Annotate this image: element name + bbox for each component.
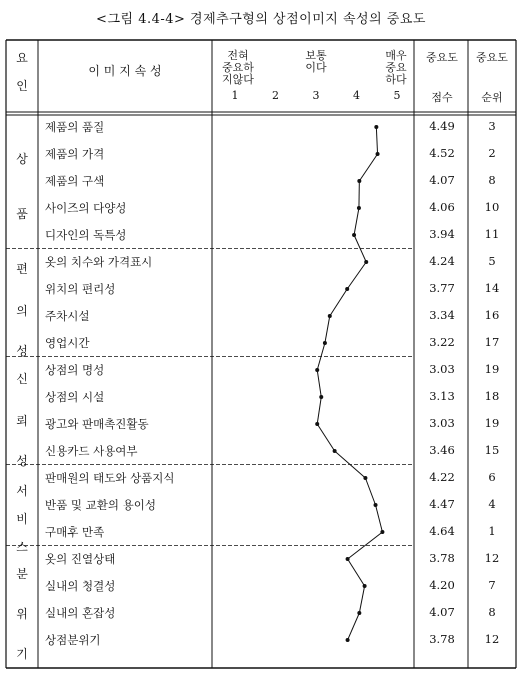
series-segment xyxy=(354,208,359,235)
series-segment xyxy=(348,532,383,559)
table-row-attribute: 주차시설 xyxy=(45,309,90,323)
group-atmosphere-char-1: 분 xyxy=(16,567,28,581)
table-row-score: 3.78 xyxy=(429,632,455,646)
scale-5-line-3: 하다 xyxy=(385,73,407,86)
table-row-rank: 8 xyxy=(488,173,496,187)
group-convenience-char-2: 의 xyxy=(16,304,28,318)
table-row-score: 4.07 xyxy=(429,605,455,619)
data-point xyxy=(345,287,349,291)
series-segment xyxy=(317,424,334,451)
data-point xyxy=(346,557,350,561)
group-product-char-1: 상 xyxy=(16,152,28,166)
table-row-rank: 19 xyxy=(484,416,500,430)
data-point xyxy=(374,503,378,507)
table-row-attribute: 상점분위기 xyxy=(45,633,101,647)
header-rank-top: 중요도 xyxy=(476,51,508,64)
table-row-attribute: 상점의 시설 xyxy=(45,390,105,404)
table-row-attribute: 실내의 청결성 xyxy=(45,579,116,593)
scale-5-line-2: 중요 xyxy=(385,61,407,74)
series-segment xyxy=(317,370,321,397)
group-trust-char-2: 뢰 xyxy=(16,414,28,428)
data-point xyxy=(333,449,337,453)
header-category-1: 요 xyxy=(16,51,28,65)
table-row-rank: 4 xyxy=(488,497,496,511)
group-convenience-char-1: 편 xyxy=(16,262,28,276)
series-segment xyxy=(359,586,364,613)
header-category-2: 인 xyxy=(16,79,28,93)
data-point xyxy=(357,206,361,210)
data-point xyxy=(363,476,367,480)
series-segment xyxy=(317,397,321,424)
series-segment xyxy=(365,478,375,505)
data-point xyxy=(376,152,380,156)
table-row-attribute: 제품의 품질 xyxy=(45,120,105,134)
data-point xyxy=(328,314,332,318)
table-row-score: 3.03 xyxy=(429,416,455,430)
table-row-rank: 11 xyxy=(484,227,500,241)
table-row-score: 3.13 xyxy=(429,389,455,403)
table-row-rank: 3 xyxy=(488,119,496,133)
table-row-attribute: 구매후 만족 xyxy=(45,525,105,539)
scale-1-line-2: 중요하 xyxy=(222,61,254,74)
table-row-attribute: 제품의 구색 xyxy=(45,174,105,188)
data-point xyxy=(357,611,361,615)
table-row-attribute: 디자인의 독특성 xyxy=(45,228,127,242)
table-row-attribute: 신용카드 사용여부 xyxy=(45,444,138,458)
table-row-rank: 1 xyxy=(488,524,496,538)
header-rank-bottom: 순위 xyxy=(481,91,503,104)
table-row-score: 4.47 xyxy=(429,497,455,511)
table-row-score: 3.46 xyxy=(429,443,455,457)
group-trust-char-3: 성 xyxy=(16,454,28,468)
table-row-rank: 6 xyxy=(488,470,496,484)
table-row-score: 3.03 xyxy=(429,362,455,376)
data-point xyxy=(315,422,319,426)
group-convenience-char-3: 성 xyxy=(16,344,28,358)
figure-title: <그림 4.4-4> 경제추구형의 상점이미지 속성의 중요도 xyxy=(96,12,426,27)
group-service-char-1: 서 xyxy=(16,484,28,498)
scale-tick-label: 3 xyxy=(312,89,320,102)
table-row-score: 4.52 xyxy=(429,146,455,160)
table-row-attribute: 실내의 혼잡성 xyxy=(45,606,116,620)
series-segment xyxy=(348,613,360,640)
group-atmosphere-char-2: 위 xyxy=(16,607,28,621)
table-row-rank: 2 xyxy=(488,146,496,160)
scale-5-line-1: 매우 xyxy=(385,49,407,62)
table-row-score: 4.64 xyxy=(429,524,455,538)
header-attribute: 이 미 지 속 성 xyxy=(88,64,162,78)
series-segment xyxy=(325,316,330,343)
group-service-char-2: 비 xyxy=(16,512,28,526)
series-segment xyxy=(330,289,347,316)
table-row-rank: 19 xyxy=(484,362,500,376)
table-row-rank: 15 xyxy=(484,443,500,457)
scale-3-line-2: 이다 xyxy=(305,61,327,74)
series-segment xyxy=(348,559,365,586)
scale-1-line-3: 지않다 xyxy=(222,73,254,86)
series-segment xyxy=(347,262,366,289)
data-point xyxy=(363,584,367,588)
scale-tick-label: 1 xyxy=(231,89,239,102)
table-row-rank: 12 xyxy=(484,551,500,565)
table-row-score: 4.49 xyxy=(429,119,455,133)
table-row-rank: 5 xyxy=(488,254,496,268)
data-point xyxy=(352,233,356,237)
scale-3-line-1: 보통 xyxy=(305,49,327,62)
data-point xyxy=(364,260,368,264)
data-point xyxy=(319,395,323,399)
table-row-score: 4.20 xyxy=(429,578,455,592)
data-point xyxy=(357,179,361,183)
data-point xyxy=(374,125,378,129)
table-row-score: 4.07 xyxy=(429,173,455,187)
table-row-attribute: 영업시간 xyxy=(45,336,90,350)
table-row-rank: 14 xyxy=(484,281,500,295)
table-row-attribute: 위치의 편리성 xyxy=(45,282,116,296)
table-row-score: 3.22 xyxy=(429,335,455,349)
table-row-score: 3.94 xyxy=(429,227,455,241)
group-atmosphere-char-3: 기 xyxy=(16,647,28,661)
table-row-score: 4.06 xyxy=(429,200,455,214)
table-row-attribute: 제품의 가격 xyxy=(45,147,105,161)
table-row-rank: 16 xyxy=(484,308,500,322)
group-trust-char-1: 신 xyxy=(16,372,28,386)
table-row-attribute: 사이즈의 다양성 xyxy=(45,201,127,215)
scale-tick-label: 4 xyxy=(353,89,360,102)
table-row-score: 3.77 xyxy=(429,281,455,295)
table-row-score: 3.78 xyxy=(429,551,455,565)
data-point xyxy=(315,368,319,372)
scale-1-line-1: 전혀 xyxy=(227,49,249,62)
series-segment xyxy=(376,505,383,532)
series-segment xyxy=(359,154,377,181)
table-row-rank: 10 xyxy=(484,200,500,214)
data-point xyxy=(346,638,350,642)
header-score-top: 중요도 xyxy=(426,51,458,64)
table-row-rank: 8 xyxy=(488,605,496,619)
table-row-rank: 18 xyxy=(484,389,500,403)
series-segment xyxy=(376,127,377,154)
table-row-attribute: 반품 및 교환의 용이성 xyxy=(45,498,156,512)
data-point xyxy=(323,341,327,345)
group-product-char-2: 품 xyxy=(16,207,28,221)
scale-tick-label: 5 xyxy=(393,89,401,102)
table-row-rank: 7 xyxy=(488,578,496,592)
table-row-score: 4.24 xyxy=(429,254,455,268)
data-point xyxy=(380,530,384,534)
header-score-bottom: 점수 xyxy=(431,91,453,104)
table-row-attribute: 옷의 치수와 가격표시 xyxy=(45,255,153,269)
group-service-char-3: 스 xyxy=(16,540,28,554)
table-row-attribute: 판매원의 태도와 상품지식 xyxy=(45,471,175,485)
table-row-score: 3.34 xyxy=(429,308,455,322)
table-row-score: 4.22 xyxy=(429,470,455,484)
table-row-attribute: 옷의 진열상태 xyxy=(45,552,116,566)
table-row-attribute: 상점의 명성 xyxy=(45,363,105,377)
scale-tick-label: 2 xyxy=(272,89,279,102)
table-row-attribute: 광고와 판매촉진활동 xyxy=(45,417,149,431)
table-row-rank: 17 xyxy=(484,335,500,349)
table-row-rank: 12 xyxy=(484,632,500,646)
